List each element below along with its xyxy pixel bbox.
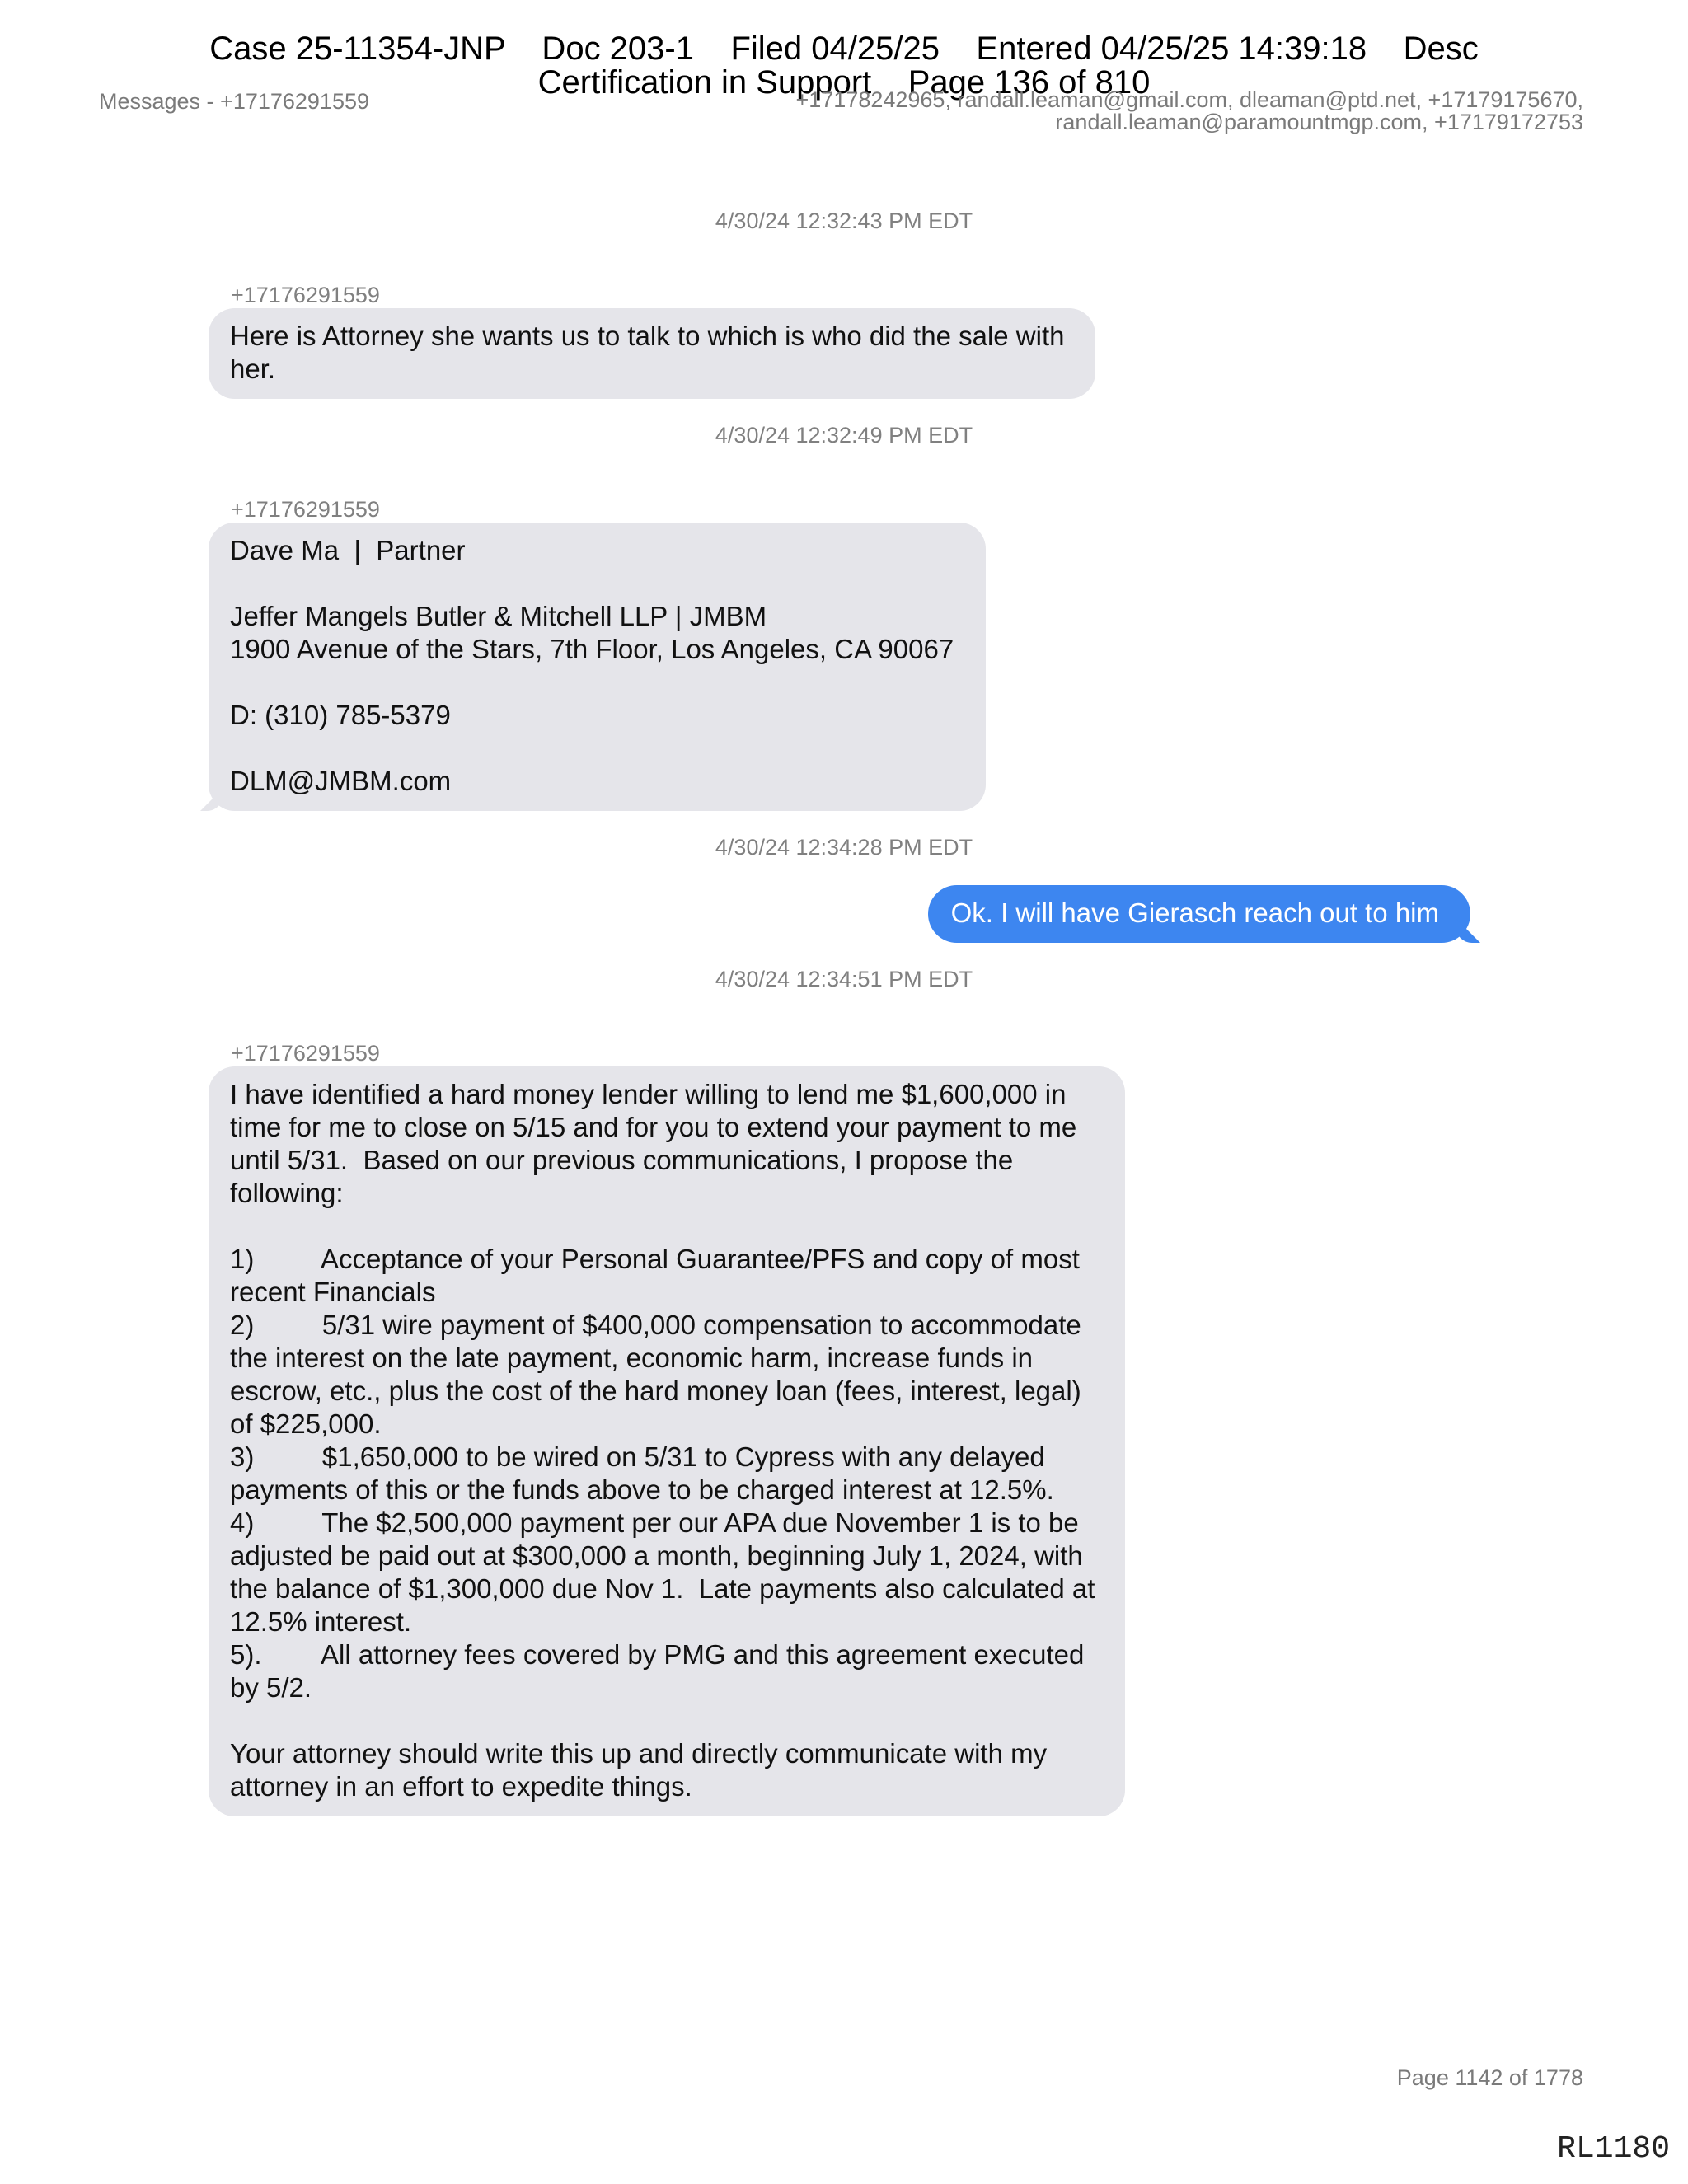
message-timestamp: 4/30/24 12:32:49 PM EDT (715, 423, 973, 448)
incoming-message-bubble: Here is Attorney she wants us to talk to which is who did the sale with her. (209, 308, 1095, 399)
page-number: Page 1142 of 1778 (1396, 2065, 1583, 2090)
participants-list: +17178242965, randall.leaman@gmail.com, dleaman@ptd.net, +17179175670, randall.leaman@paramountmgp.com, +17179172753 (795, 87, 1583, 134)
incoming-message-bubble: Dave Ma | Partner Jeffer Mangels Butler & Mitchell LLP | JMBM 1900 Avenue of the Stars, 7th Floor, Los Angeles, CA 90067 D: (310) 785-5379 DLM@JMBM.com (209, 523, 986, 811)
bates-number: RL1180 (1557, 2131, 1670, 2167)
court-stamp-line1: Case 25-11354-JNP Doc 203-1 Filed 04/25/25 Entered 04/25/25 14:39:18 Desc (209, 30, 1479, 67)
message-timestamp: 4/30/24 12:34:28 PM EDT (715, 835, 973, 860)
message-sender: +17176291559 (231, 283, 380, 307)
conversation-title: Messages - +17176291559 (99, 89, 369, 114)
message-sender: +17176291559 (231, 497, 380, 522)
message-sender: +17176291559 (231, 1041, 380, 1066)
incoming-message-bubble: I have identified a hard money lender willing to lend me $1,600,000 in time for me to close on 5/15 and for you to extend your payment to me until 5/31. Based on our previous communications, I propose the following: 1) Acceptance of your Personal Guarantee/PFS and copy of most recent Financials 2) 5/31 wire payment of $400,000 compensation to accommodate the interest on the late payment, economic harm, increase funds in escrow, etc., plus the cost of the hard money loan (fees, interest, legal) of $225,000. 3) $1,650,000 to be wired on 5/31 to Cypress with any delayed payments of this or the funds above to be charged interest at 12.5%. 4) The $2,500,000 payment per our APA due November 1 is to be adjusted be paid out at $300,000 a month, beginning July 1, 2024, with the balance of $1,300,000 due Nov 1. Late payments also calculated at 12.5% interest. 5). All attorney fees covered by PMG and this agreement executed by 5/2. Your attorney should write this up and directly communicate with my attorney in an effort to expedite things. (209, 1066, 1125, 1816)
message-timestamp: 4/30/24 12:32:43 PM EDT (715, 209, 973, 233)
outgoing-message-bubble: Ok. I will have Gierasch reach out to him (928, 885, 1470, 943)
court-stamp-line2: Certification in Support Page 136 of 810 (537, 64, 1151, 101)
message-timestamp: 4/30/24 12:34:51 PM EDT (715, 967, 973, 991)
